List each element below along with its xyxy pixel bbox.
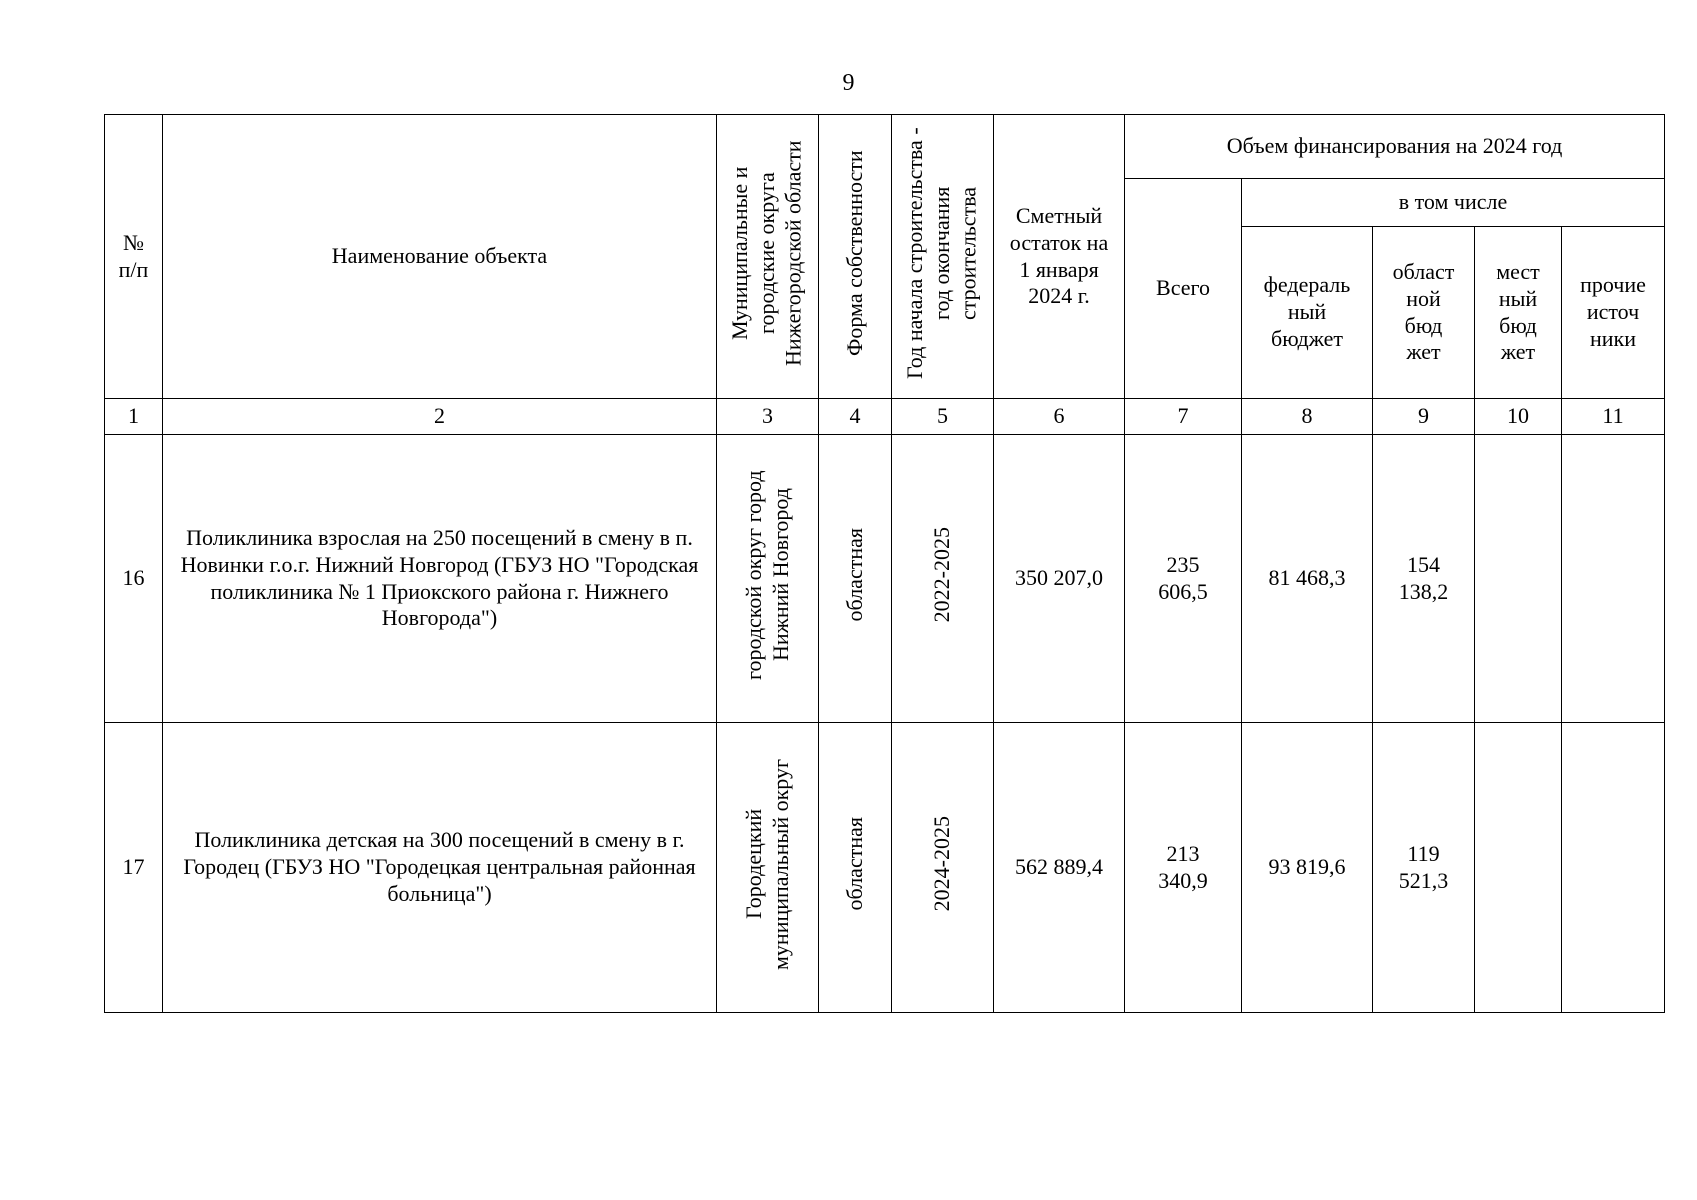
row-years: 2022-2025 xyxy=(892,435,994,723)
header-name: Наименование объекта xyxy=(163,115,717,399)
row-ownership: областная xyxy=(819,435,892,723)
row-estimate: 350 207,0 xyxy=(994,435,1125,723)
col-number: 9 xyxy=(1373,399,1475,435)
header-other: прочие источ ники xyxy=(1562,227,1665,399)
row-estimate: 562 889,4 xyxy=(994,723,1125,1013)
row-federal: 93 819,6 xyxy=(1242,723,1373,1013)
table-row xyxy=(105,723,1665,1013)
header-num: № п/п xyxy=(105,115,163,399)
col-number: 1 xyxy=(105,399,163,435)
row-ownership: областная xyxy=(819,723,892,1013)
row-num: 16 xyxy=(105,435,163,723)
row-local xyxy=(1475,435,1562,723)
header-municipal: Муниципальные и городские округа Нижегородской области xyxy=(717,115,819,399)
column-numbers-row xyxy=(105,399,1665,435)
col-number: 2 xyxy=(163,399,717,435)
col-number: 5 xyxy=(892,399,994,435)
row-num: 17 xyxy=(105,723,163,1013)
col-number: 11 xyxy=(1562,399,1665,435)
row-municipal: городской округ город Нижний Новгород xyxy=(717,435,819,723)
row-regional: 119 521,3 xyxy=(1373,723,1475,1013)
table-row xyxy=(105,435,1665,723)
header-regional: област ной бюд жет xyxy=(1373,227,1475,399)
row-years: 2024-2025 xyxy=(892,723,994,1013)
header-local: мест ный бюд жет xyxy=(1475,227,1562,399)
header-ownership: Форма собственности xyxy=(819,115,892,399)
row-federal: 81 468,3 xyxy=(1242,435,1373,723)
header-including: в том числе xyxy=(1242,179,1665,227)
col-number: 6 xyxy=(994,399,1125,435)
col-number: 10 xyxy=(1475,399,1562,435)
header-years: Год начала строительства - год окончания строительства xyxy=(892,115,994,399)
page-number: 9 xyxy=(842,70,855,96)
header-funding: Объем финансирования на 2024 год xyxy=(1125,115,1665,179)
col-number: 3 xyxy=(717,399,819,435)
col-number: 8 xyxy=(1242,399,1373,435)
row-name: Поликлиника взрослая на 250 посещений в смену в п. Новинки г.о.г. Нижний Новгород (ГБУЗ НО "Городская поликлиника № 1 Приокского района г. Нижнего Новгорода") xyxy=(163,435,717,723)
row-local xyxy=(1475,723,1562,1013)
row-total: 235 606,5 xyxy=(1125,435,1242,723)
row-other xyxy=(1562,723,1665,1013)
col-number: 7 xyxy=(1125,399,1242,435)
header-total: Всего xyxy=(1125,179,1242,399)
col-number: 4 xyxy=(819,399,892,435)
row-total: 213 340,9 xyxy=(1125,723,1242,1013)
row-regional: 154 138,2 xyxy=(1373,435,1475,723)
financing-table xyxy=(104,114,1665,1013)
header-federal: федераль ный бюджет xyxy=(1242,227,1373,399)
header-estimate: Сметный остаток на 1 января 2024 г. xyxy=(994,115,1125,399)
row-other xyxy=(1562,435,1665,723)
row-name: Поликлиника детская на 300 посещений в смену в г. Городец (ГБУЗ НО "Городецкая центральная районная больница") xyxy=(163,723,717,1013)
row-municipal: Городецкий муниципальный округ xyxy=(717,723,819,1013)
